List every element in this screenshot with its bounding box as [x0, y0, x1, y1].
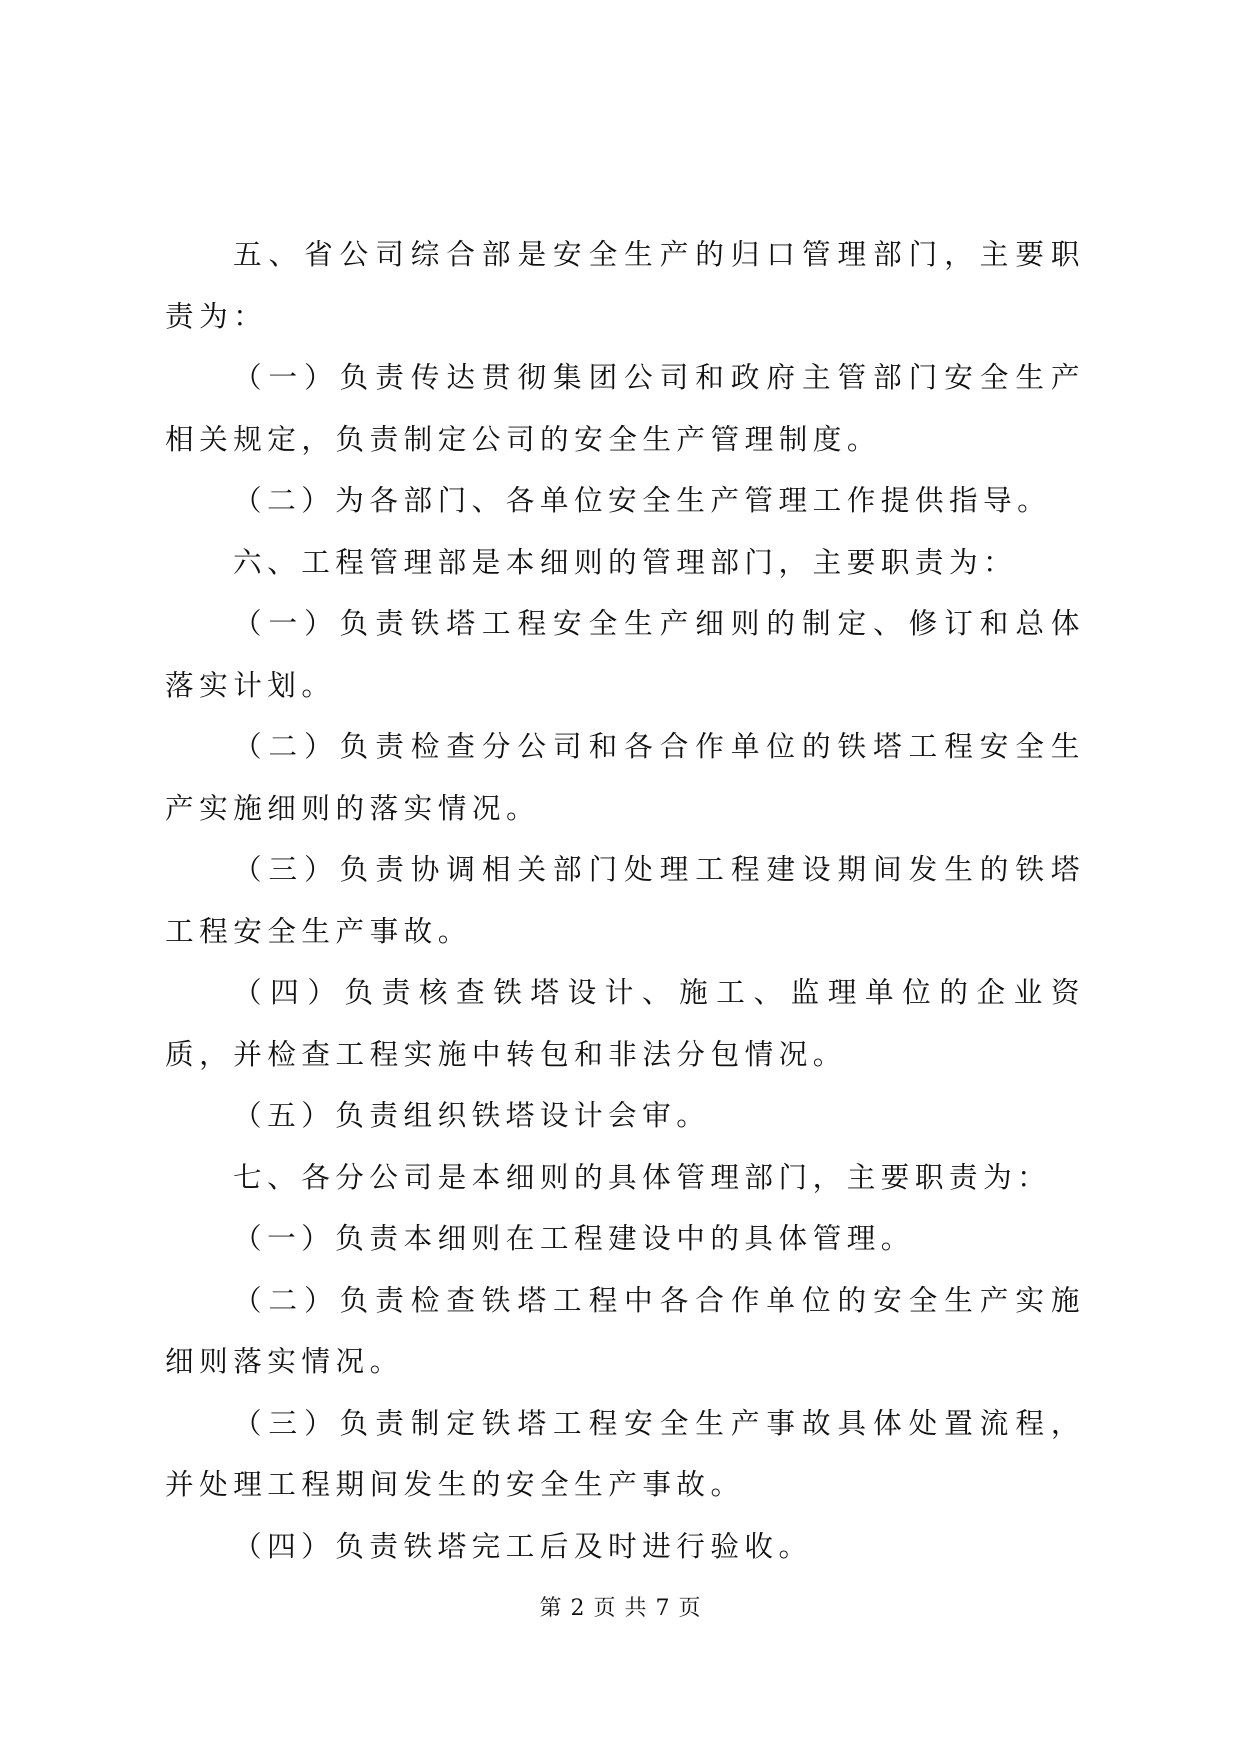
paragraph-section-6-item-3: （三）负责协调相关部门处理工程建设期间发生的铁塔工程安全生产事故。	[165, 852, 1085, 948]
paragraph-section-6: 六、工程管理部是本细则的管理部门，主要职责为：	[233, 544, 1018, 579]
paragraph-section-7: 七、各分公司是本细则的具体管理部门，主要职责为：	[233, 1159, 1052, 1194]
document-body	[165, 224, 1085, 1577]
paragraph-section-7-item-3: （三）负责制定铁塔工程安全生产事故具体处置流程，并处理工程期间发生的安全生产事故。	[165, 1405, 1085, 1501]
paragraph-section-5: 五、省公司综合部是安全生产的归口管理部门，主要职责为：	[165, 237, 1085, 333]
paragraph-section-6-item-2: （二）负责检查分公司和各合作单位的铁塔工程安全生产实施细则的落实情况。	[165, 729, 1085, 825]
paragraph-section-6-item-1: （一）负责铁塔工程安全生产细则的制定、修订和总体落实计划。	[165, 606, 1085, 702]
paragraph-section-5-item-1: （一）负责传达贯彻集团公司和政府主管部门安全生产相关规定，负责制定公司的安全生产管理制度。	[165, 360, 1085, 456]
paragraph-section-7-item-1: （一）负责本细则在工程建设中的具体管理。	[233, 1221, 915, 1255]
paragraph-section-7-item-4: （四）负责铁塔完工后及时进行验收。	[233, 1528, 813, 1563]
paragraph-section-5-item-2: （二）为各部门、各单位安全生产管理工作提供指导。	[233, 483, 1052, 517]
paragraph-section-7-item-2: （二）负责检查铁塔工程中各合作单位的安全生产实施细则落实情况。	[165, 1282, 1085, 1378]
paragraph-section-6-item-5: （五）负责组织铁塔设计会审。	[233, 1098, 711, 1132]
page-number-footer: 第 2 页 共 7 页	[539, 1596, 702, 1621]
paragraph-section-6-item-4: （四）负责核查铁塔设计、施工、监理单位的企业资质，并检查工程实施中转包和非法分包情况。	[165, 975, 1085, 1071]
